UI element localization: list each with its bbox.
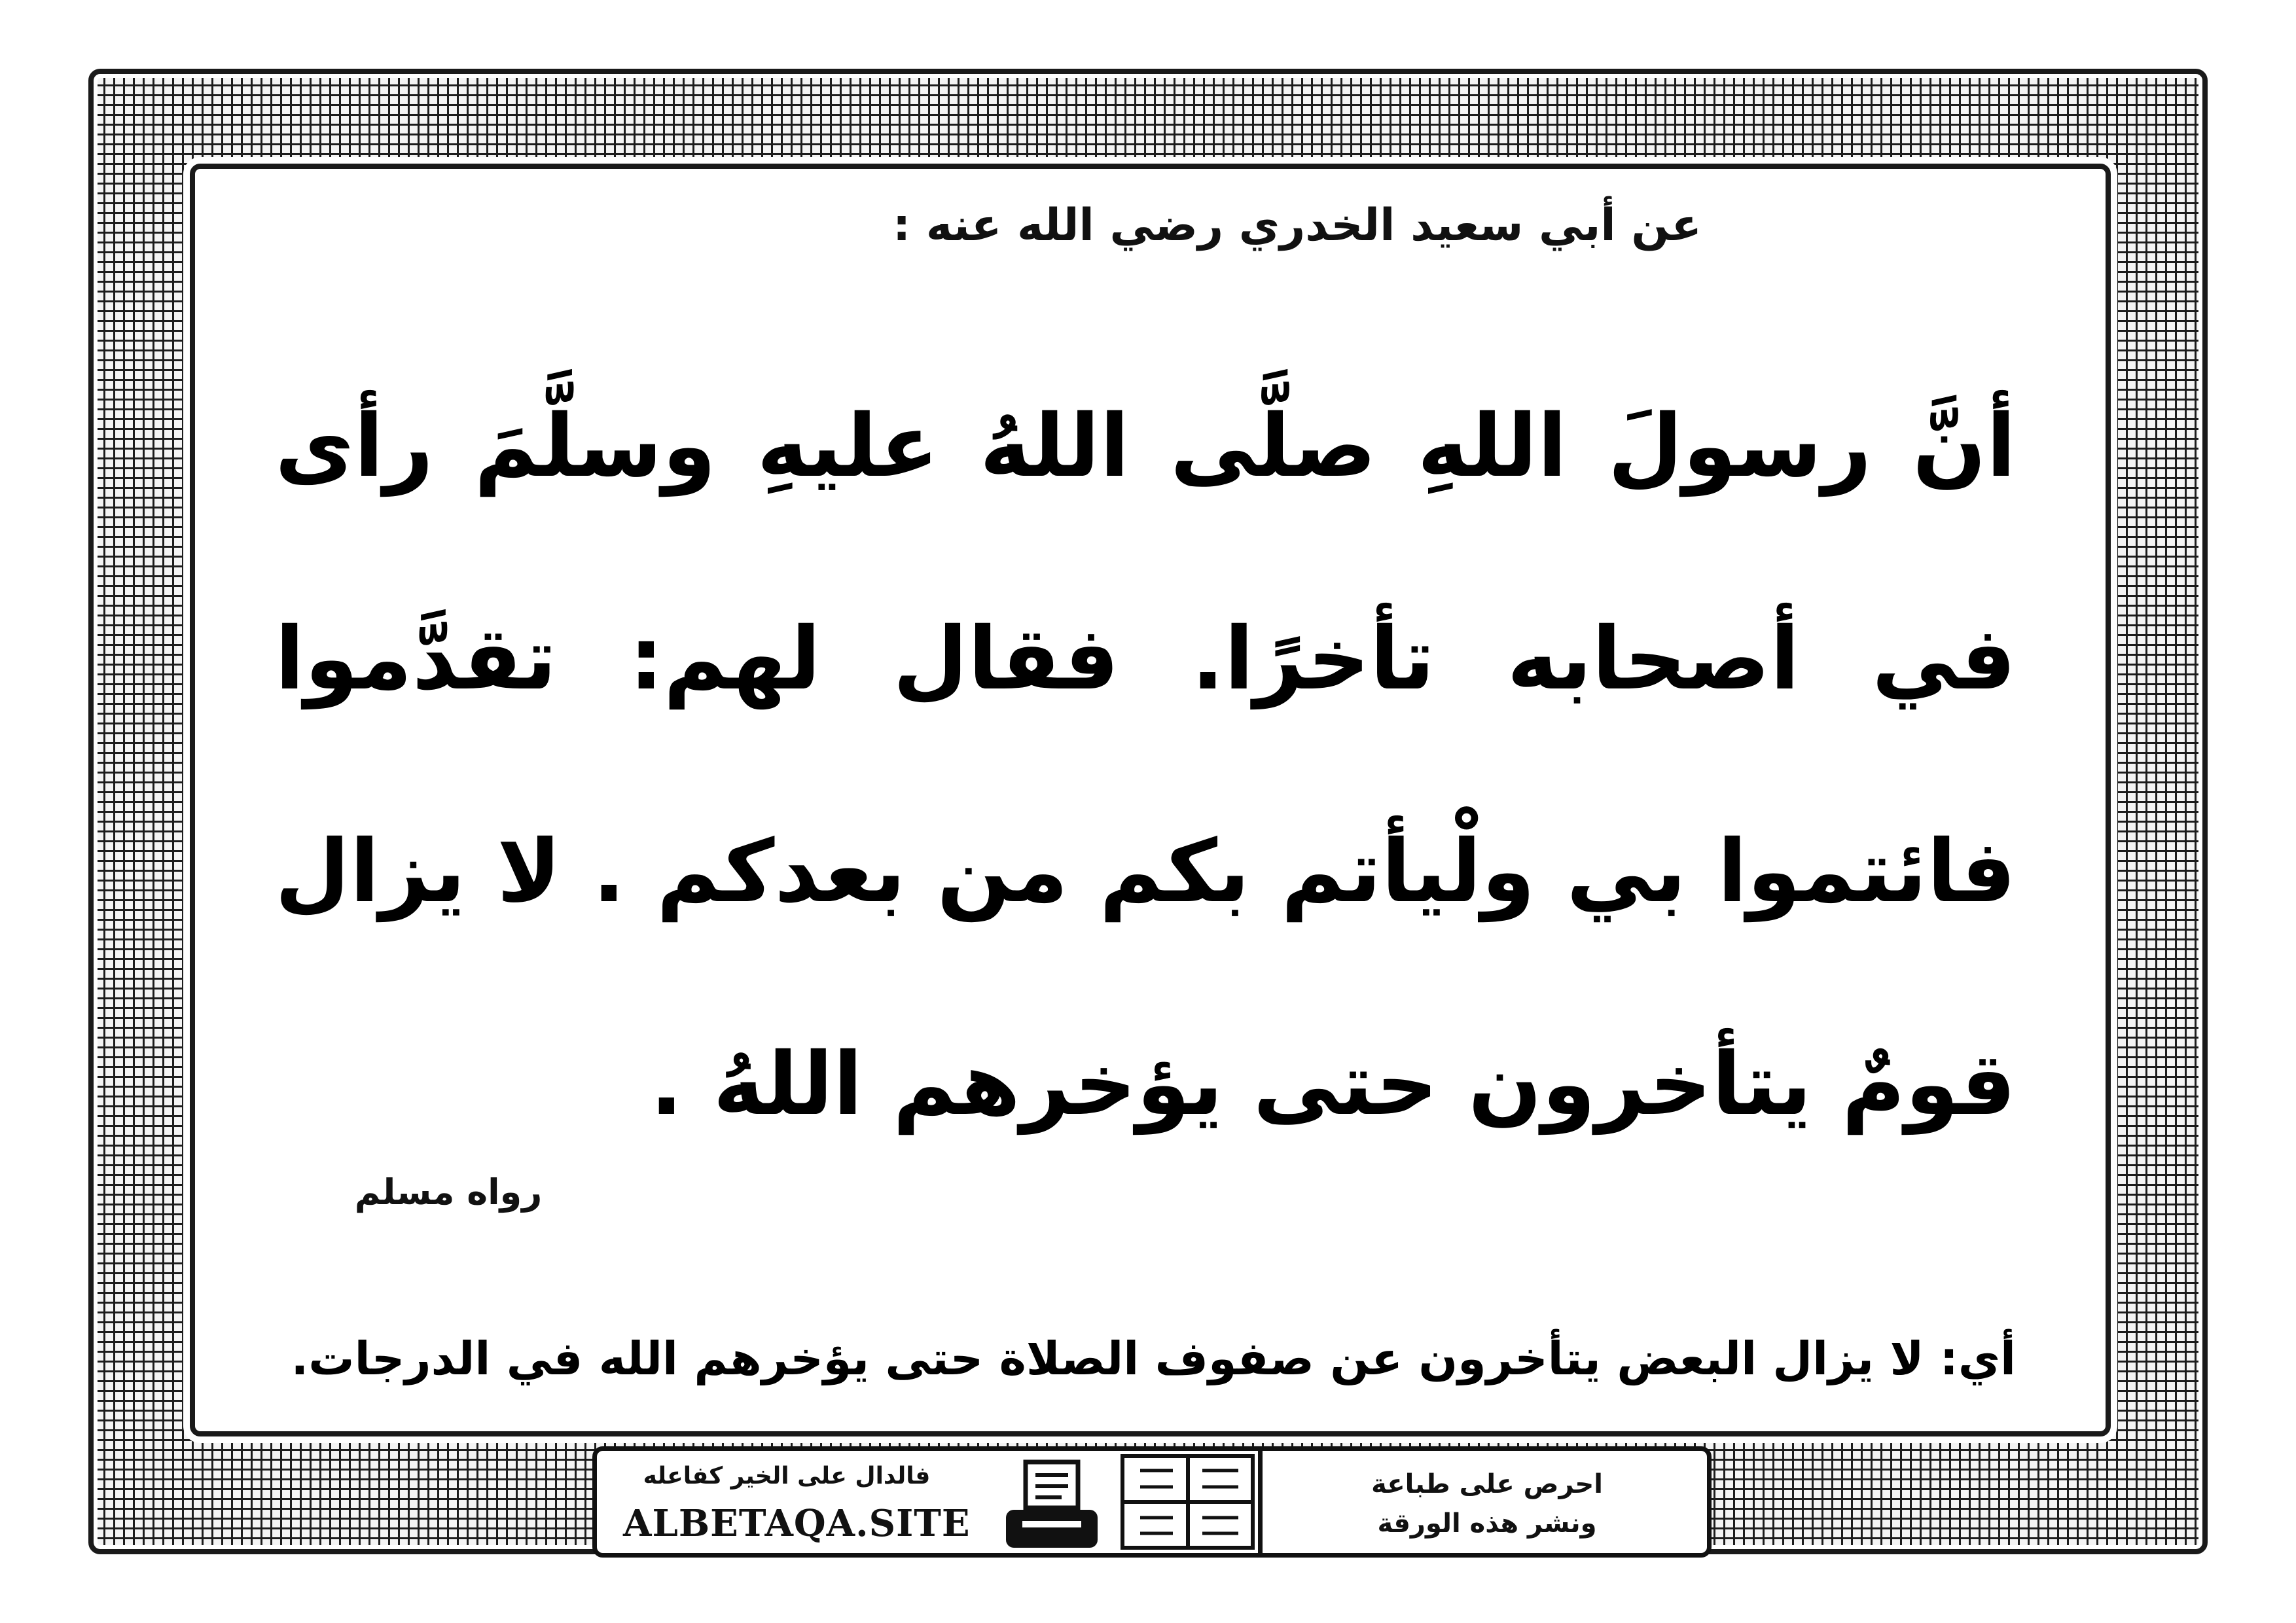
hadith-text: أنَّ رسولَ اللهِ صلَّى اللهُ عليهِ وسلَّمَ رأى في أصحابه تأخرًا. فقال لهم: تقدَّموا فائتموا بي ولْيأتم بكم من بعدكم . لا يزال قومٌ يتأخرون حتى يؤخرهم اللهُ . — [275, 396, 2016, 1135]
footer-slogan: فالدال على الخير كفاعله — [643, 1463, 931, 1489]
footer-encourage-2: ونشر هذه الورقة — [1377, 1508, 1597, 1539]
footer-site[interactable]: ALBETAQA.SITE — [623, 1502, 971, 1545]
hadith-source: رواه مسلم — [354, 1171, 543, 1213]
logo-mark — [1117, 1451, 1258, 1553]
explanation-text: أي: لا يزال البعض يتأخرون عن صفوف الصلاة حتى يؤخرهم الله في الدرجات. — [291, 1332, 2016, 1385]
footer-divider — [1258, 1451, 1263, 1553]
narrator-line: عن أبي سعيد الخدري رضي الله عنه : — [892, 200, 1702, 251]
footer-bar — [592, 1446, 1712, 1558]
printer-icon — [1003, 1459, 1101, 1550]
footer-encourage-1: احرص على طباعة — [1371, 1469, 1603, 1499]
